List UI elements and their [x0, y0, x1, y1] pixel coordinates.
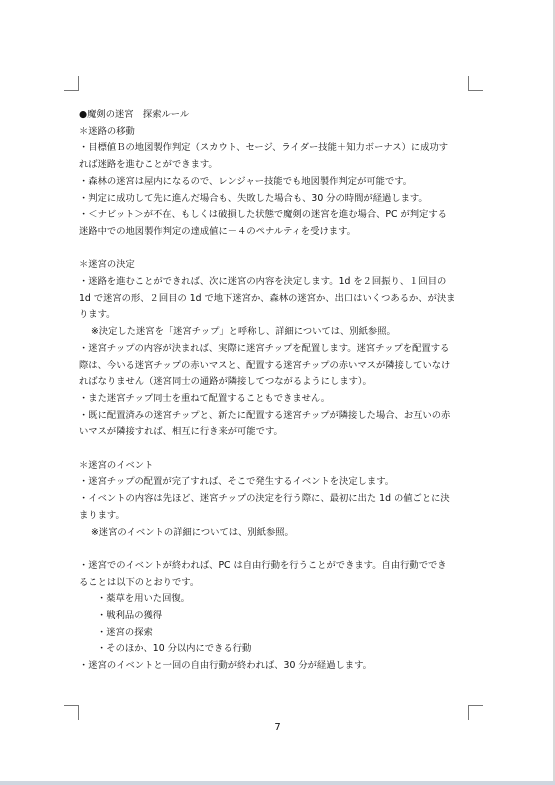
document-body: [79, 107, 471, 675]
text-line: ることは以下のとおりです。: [79, 576, 200, 588]
text-line: ●魔剣の迷宮 探索ルール: [79, 109, 190, 120]
crop-mark-top-right: [468, 76, 483, 91]
text-line: ・＜ナビット＞が不在、もしくは破損した状態で魔剣の迷宮を進む場合、PC が判定する: [79, 209, 447, 221]
text-line: ・迷宮チップの内容が決まれば、実際に迷宮チップを配置します。迷宮チップを配置する: [79, 342, 450, 354]
text-line: ・また迷宮チップ同士を重ねて配置することもできません。: [79, 392, 331, 404]
text-line: ・迷宮のイベントと一回の自由行動が終われば、30 分が経過します。: [79, 660, 372, 672]
note-line: ※決定した迷宮を「迷宮チップ」と呼称し、詳細については、別紙参照。: [91, 326, 396, 338]
text-line: ＊迷宮の決定: [79, 259, 135, 271]
text-line: ります。: [79, 309, 116, 321]
text-line: れば迷路を進むことができます。: [79, 159, 218, 171]
text-line: いマスが隣接すれば、相互に行き来が可能です。: [79, 426, 283, 438]
text-line: 際は、今いる迷宮チップの赤いマスと、配置する迷宮チップの赤いマスが隣接していなけ: [79, 359, 451, 371]
list-item: ・戦利品の獲得: [97, 610, 163, 622]
blank-line: [79, 441, 471, 458]
text-line: ・目標値Ｂの地図製作判定（スカウト、セージ、ライダー技能＋知力ボーナス）に成功す: [79, 142, 449, 154]
blank-line: [79, 241, 471, 258]
text-line: ・イベントの内容は先ほど、迷宮チップの決定を行う際に、最初に出た 1d の値ごとに決: [79, 493, 450, 505]
text-line: ・迷路を進むことができれば、次に迷宮の内容を決定します。1d を２回振り、１回目の: [79, 276, 447, 288]
crop-mark-bottom-right: [468, 705, 483, 720]
text-line: ・迷宮チップの配置が完了すれば、そこで発生するイベントを決定します。: [79, 476, 395, 488]
blank-line: [79, 541, 471, 558]
list-item: ・そのほか、10 分以内にできる行動: [97, 643, 252, 655]
page-number: 7: [274, 722, 281, 733]
text-line: ・判定に成功して先に進んだ場合も、失敗した場合も、30 分の時間が経過します。: [79, 192, 428, 204]
crop-mark-top-left: [64, 76, 79, 91]
text-line: ＊迷路の移動: [79, 125, 135, 137]
text-line: ＊迷宮のイベント: [79, 459, 154, 471]
text-line: 迷路中での地図製作判定の達成値に－４のペナルティを受けます。: [79, 225, 356, 237]
list-item: ・薬草を用いた回復。: [97, 593, 190, 605]
text-line: ればなりません（迷宮同士の通路が隣接してつながるようにします）。: [79, 376, 372, 388]
text-line: ・既に配置済みの迷宮チップと、新たに配置する迷宮チップが隣接した場合、お互いの赤: [79, 409, 451, 421]
page-bottom-border: [0, 781, 555, 785]
note-line: ※迷宮のイベントの詳細については、別紙参照。: [91, 526, 294, 538]
crop-mark-bottom-left: [64, 705, 79, 720]
text-line: ・森林の迷宮は屋内になるので、レンジャー技能でも地図製作判定が可能です。: [79, 175, 413, 187]
list-item: ・迷宮の探索: [97, 626, 153, 638]
text-line: ・迷宮でのイベントが終われば、PC は自由行動を行うことができます。自由行動ででき: [79, 559, 447, 571]
text-line: 1d で迷宮の形、２回目の 1d で地下迷宮か、森林の迷宮か、出口はいくつあるか、が決ま: [79, 292, 456, 304]
text-line: まります。: [79, 509, 125, 521]
